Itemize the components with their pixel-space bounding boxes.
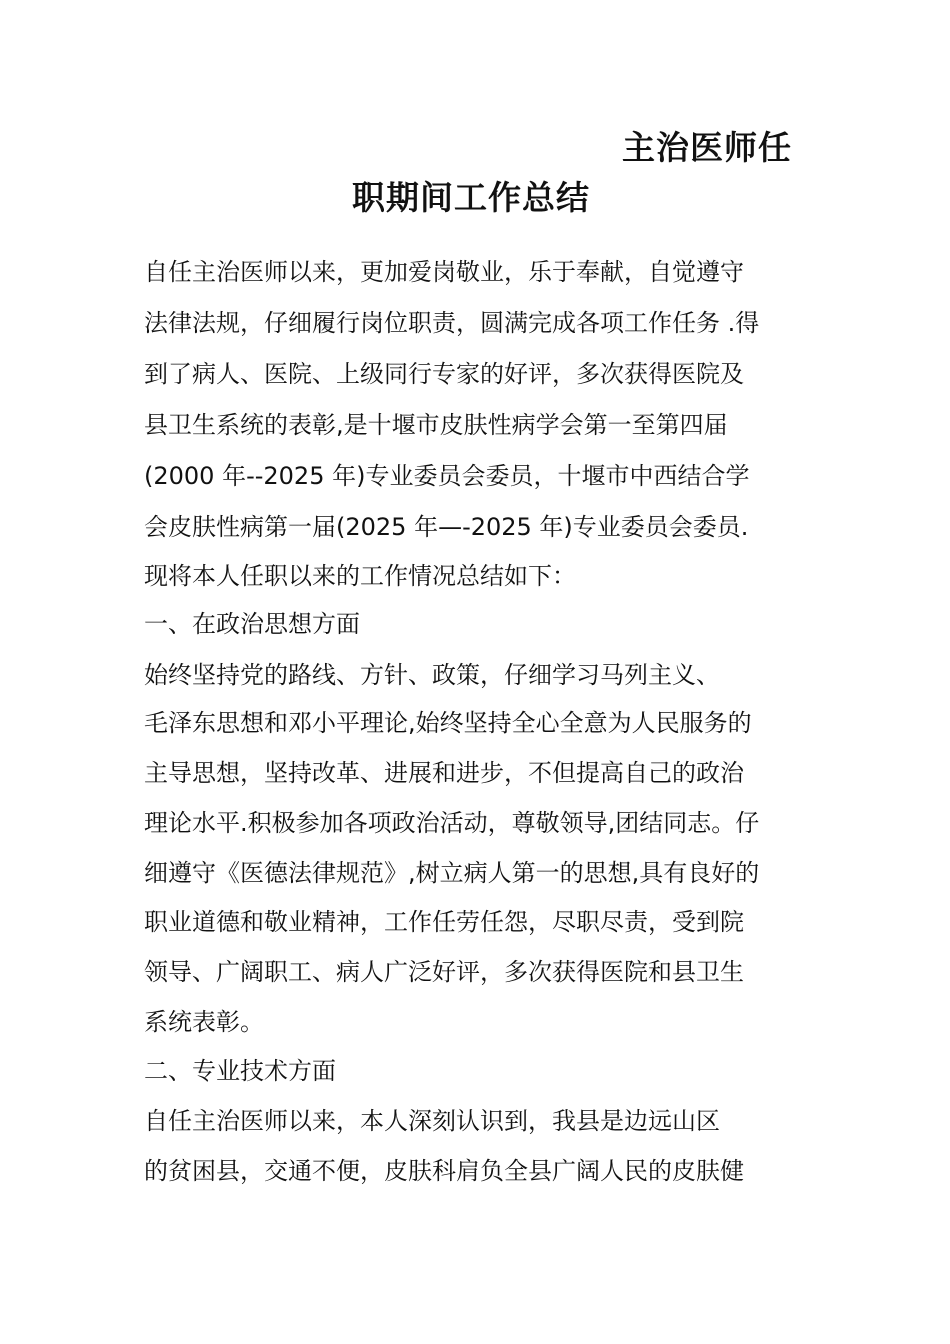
body-text-line: 毛泽东思想和邓小平理论,始终坚持全心全意为人民服务的 [144, 709, 752, 737]
document-title-line-1: 主治医师任 [622, 128, 792, 167]
document-title-line-2: 职期间工作总结 [352, 178, 590, 217]
body-text-line: (2000 年--2025 年)专业委员会委员，十堰市中西结合学 [144, 462, 750, 490]
body-text-line: 系统表彰。 [144, 1008, 264, 1036]
body-text-line: 自任主治医师以来，本人深刻认识到，我县是边远山区 [144, 1107, 720, 1135]
section-heading: 二、专业技术方面 [144, 1057, 336, 1085]
body-text-line: 始终坚持党的路线、方针、政策，仔细学习马列主义、 [144, 661, 720, 689]
body-text-line: 的贫困县，交通不便，皮肤科肩负全县广阔人民的皮肤健 [144, 1157, 744, 1185]
body-text-line: 细遵守《医德法律规范》,树立病人第一的思想,具有良好的 [144, 859, 760, 887]
body-text-line: 职业道德和敬业精神，工作任劳任怨，尽职尽责，受到院 [144, 908, 744, 936]
body-text-line: 现将本人任职以来的工作情况总结如下： [144, 562, 576, 590]
body-text-line: 会皮肤性病第一届(2025 年—-2025 年)专业委员会委员. [144, 513, 749, 541]
body-text-line: 领导、广阔职工、病人广泛好评，多次获得医院和县卫生 [144, 958, 744, 986]
body-text-line: 县卫生系统的表彰,是十堰市皮肤性病学会第一至第四届 [144, 411, 728, 439]
body-text-line: 到了病人、医院、上级同行专家的好评，多次获得医院及 [144, 360, 744, 388]
body-text-line: 理论水平.积极参加各项政治活动，尊敬领导,团结同志。仔 [144, 809, 760, 837]
body-text-line: 自任主治医师以来，更加爱岗敬业，乐于奉献，自觉遵守 [144, 258, 744, 286]
section-heading: 一、在政治思想方面 [144, 610, 360, 638]
body-text-line: 主导思想，坚持改革、进展和进步，不但提高自己的政治 [144, 759, 744, 787]
body-text-line: 法律法规，仔细履行岗位职责，圆满完成各项工作任务 .得 [144, 309, 760, 337]
